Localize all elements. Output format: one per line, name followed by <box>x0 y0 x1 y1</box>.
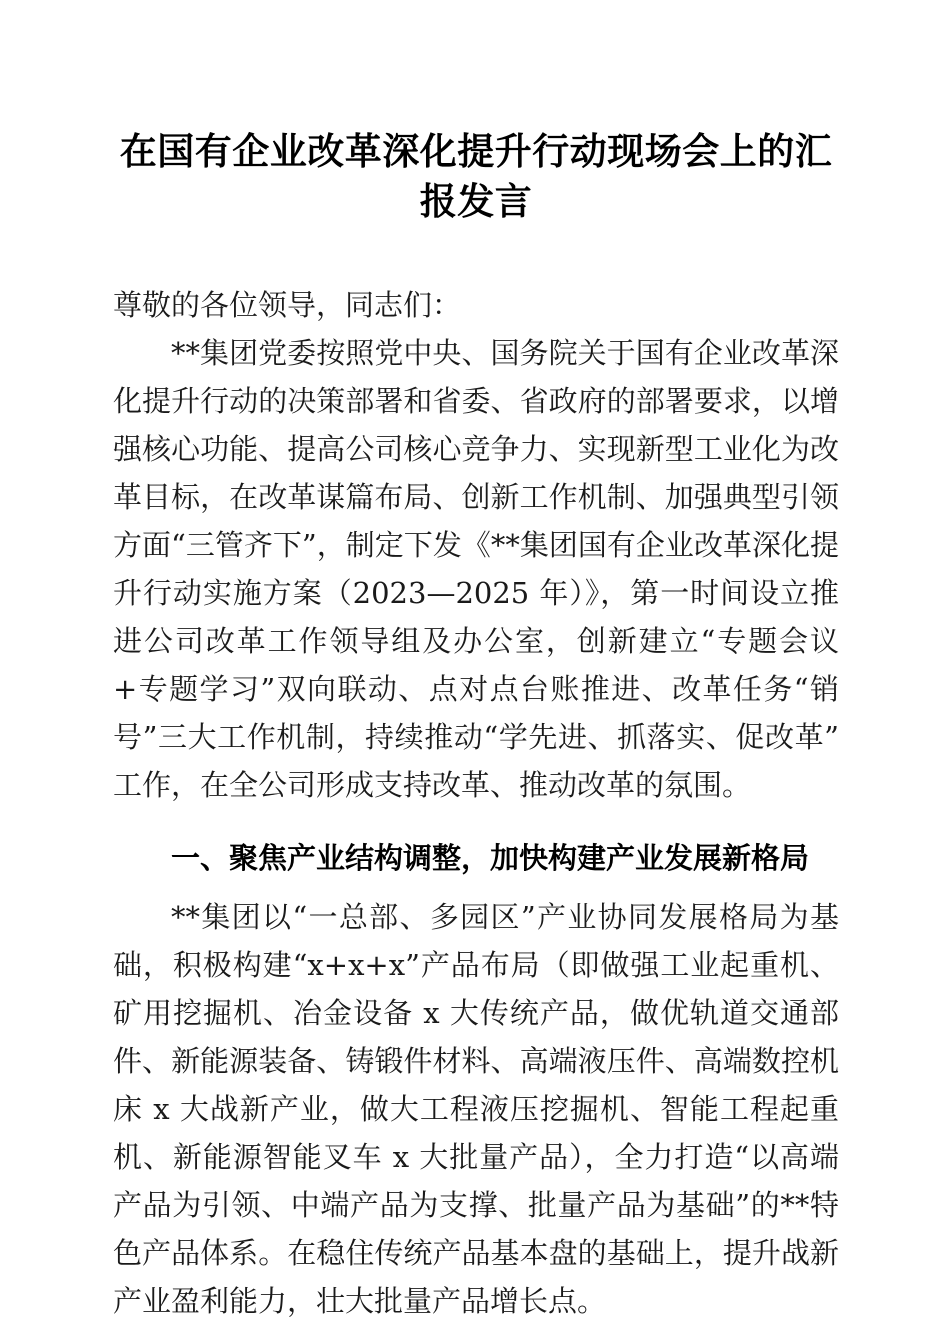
document-content-column <box>113 0 839 1325</box>
paragraph-intro: **集团党委按照党中央、国务院关于国有企业改革深化提升行动的决策部署和省委、省政府的部署要求，以增强核心功能、提高公司核心竞争力、实现新型工业化为改革目标，在改革谋篇布局、创新工作机制、加强典型引领方面“三管齐下”，制定下发《**集团国有企业改革深化提升行动实施方案（2023—2025 年）》，第一时间设立推进公司改革工作领导组及办公室，创新建立“专题会议+专题学习”双向联动、点对点台账推进、改革任务“销号”三大工作机制，持续推动“学先进、抓落实、促改革”工作，在全公司形成支持改革、推动改革的氛围。 <box>113 336 839 802</box>
paragraph-section-1-body: **集团以“一总部、多园区”产业协同发展格局为基础，积极构建“x+x+x”产品布局（即做强工业起重机、矿用挖掘机、冶金设备 x 大传统产品，做优轨道交通部件、新能源装备、铸锻件材料、高端液压件、高端数控机床 x 大战新产业，做大工程液压挖掘机、智能工程起重机、新能源智能叉车 x 大批量产品），全力打造“以高端产品为引领、中端产品为支撑、批量产品为基础”的**特色产品体系。在稳住传统产品基本盘的基础上，提升战新产业盈利能力，壮大批量产品增长点。 <box>113 900 839 1318</box>
section-heading-1: 一、聚焦产业结构调整，加快构建产业发展新格局 <box>171 843 810 875</box>
page-title: 在国有企业改革深化提升行动现场会上的汇报发言 <box>119 132 833 223</box>
salutation-line: 尊敬的各位领导，同志们： <box>113 288 462 322</box>
